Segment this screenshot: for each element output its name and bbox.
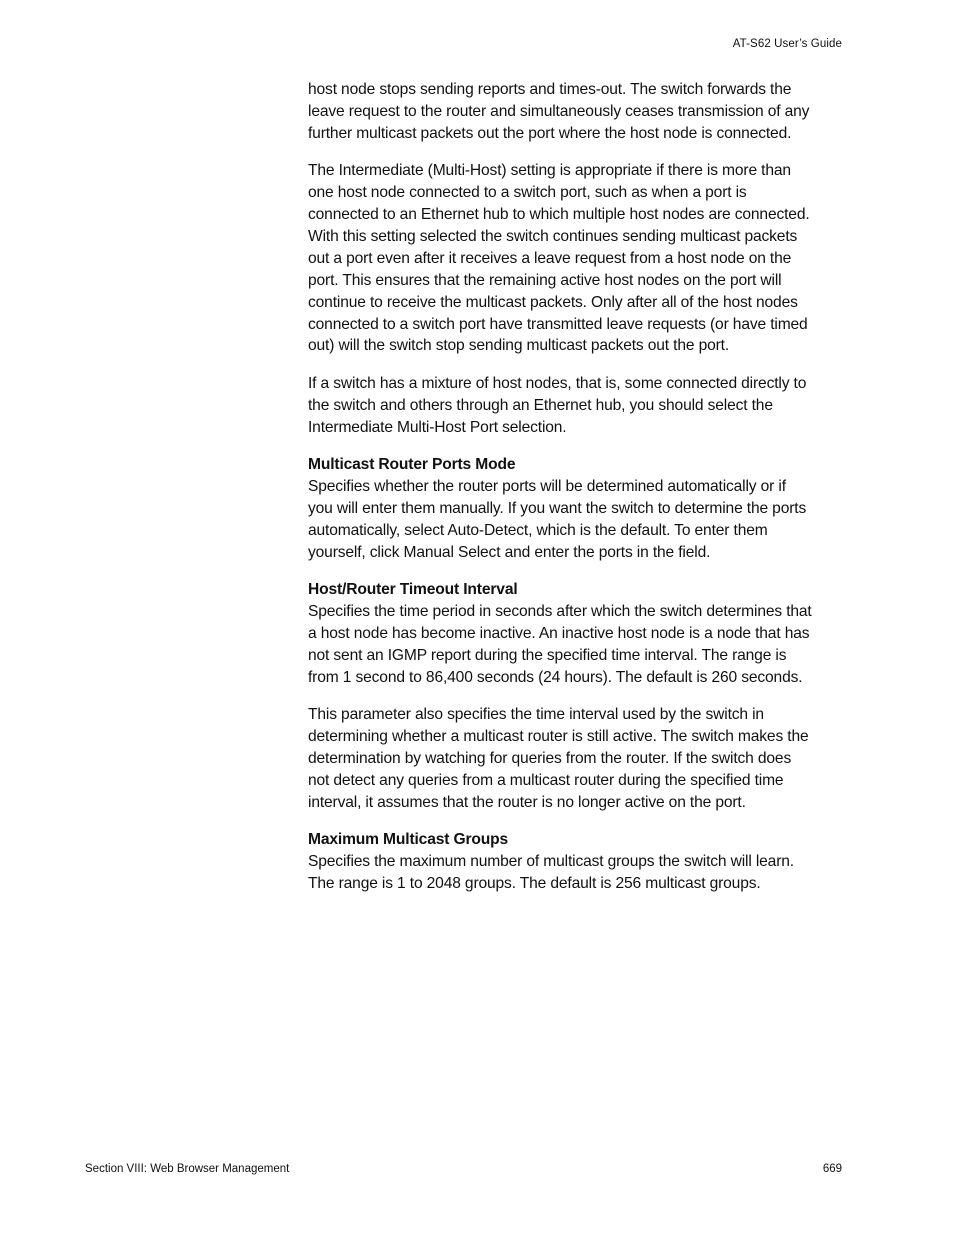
section-heading: Host/Router Timeout Interval — [308, 581, 518, 599]
section-heading: Maximum Multicast Groups — [308, 831, 509, 849]
body-paragraph: host node stops sending reports and times-out. The switch forwards the leave request to the router and simultaneously ceases transmission of any further multicast packets out the port where the host node is connected. — [308, 81, 810, 142]
body-paragraph: The Intermediate (Multi-Host) setting is appropriate if there is more than one host node connected to a switch port, such as when a port is connected to an Ethernet hub to which multiple host nodes are connected. With this setting selected the switch continues sending multicast packets out a port even after it receives a leave request from a host node on the port. This ensures that the remaining active host nodes on the port will continue to receive the multicast packets. Only after all of the host nodes connected to a switch port have transmitted leave requests (or have timed out) will the switch stop sending multicast packets out the port. — [308, 162, 810, 355]
section-paragraph: Specifies whether the router ports will be determined automatically or if you will enter them manually. If you want the switch to determine the ports automatically, select Auto-Detect, which is the default. To enter them yourself, click Manual Select and enter the ports in the field. — [308, 478, 807, 561]
section-maximum-multicast-groups — [308, 829, 814, 895]
section-heading: Multicast Router Ports Mode — [308, 456, 516, 474]
footer-section-title: Section VIII: Web Browser Management — [85, 1163, 290, 1175]
page-body — [308, 79, 814, 910]
section-paragraph: This parameter also specifies the time interval used by the switch in determining whether a multicast router is still active. The switch makes the determination by watching for queries from the router. If the switch does not detect any queries from a multicast router during the specified time interval, it assumes that the router is no longer active on the port. — [308, 706, 809, 811]
section-paragraph: Specifies the maximum number of multicast groups the switch will learn. The range is 1 to 2048 groups. The default is 256 multicast groups. — [308, 853, 794, 892]
section-host-router-timeout-interval — [308, 579, 814, 689]
running-header: AT-S62 User’s Guide — [732, 38, 842, 50]
body-paragraph: If a switch has a mixture of host nodes, that is, some connected directly to the switch and others through an Ethernet hub, you should select the Intermediate Multi-Host Port selection. — [308, 374, 807, 436]
section-paragraph: Specifies the time period in seconds after which the switch determines that a host node has become inactive. An inactive host node is a node that has not sent an IGMP report during the specified time interval. The range is from 1 second to 86,400 seconds (24 hours). The default is 260 seconds. — [308, 603, 812, 686]
footer-page-number: 669 — [822, 1163, 842, 1175]
section-multicast-router-ports-mode — [308, 454, 814, 564]
